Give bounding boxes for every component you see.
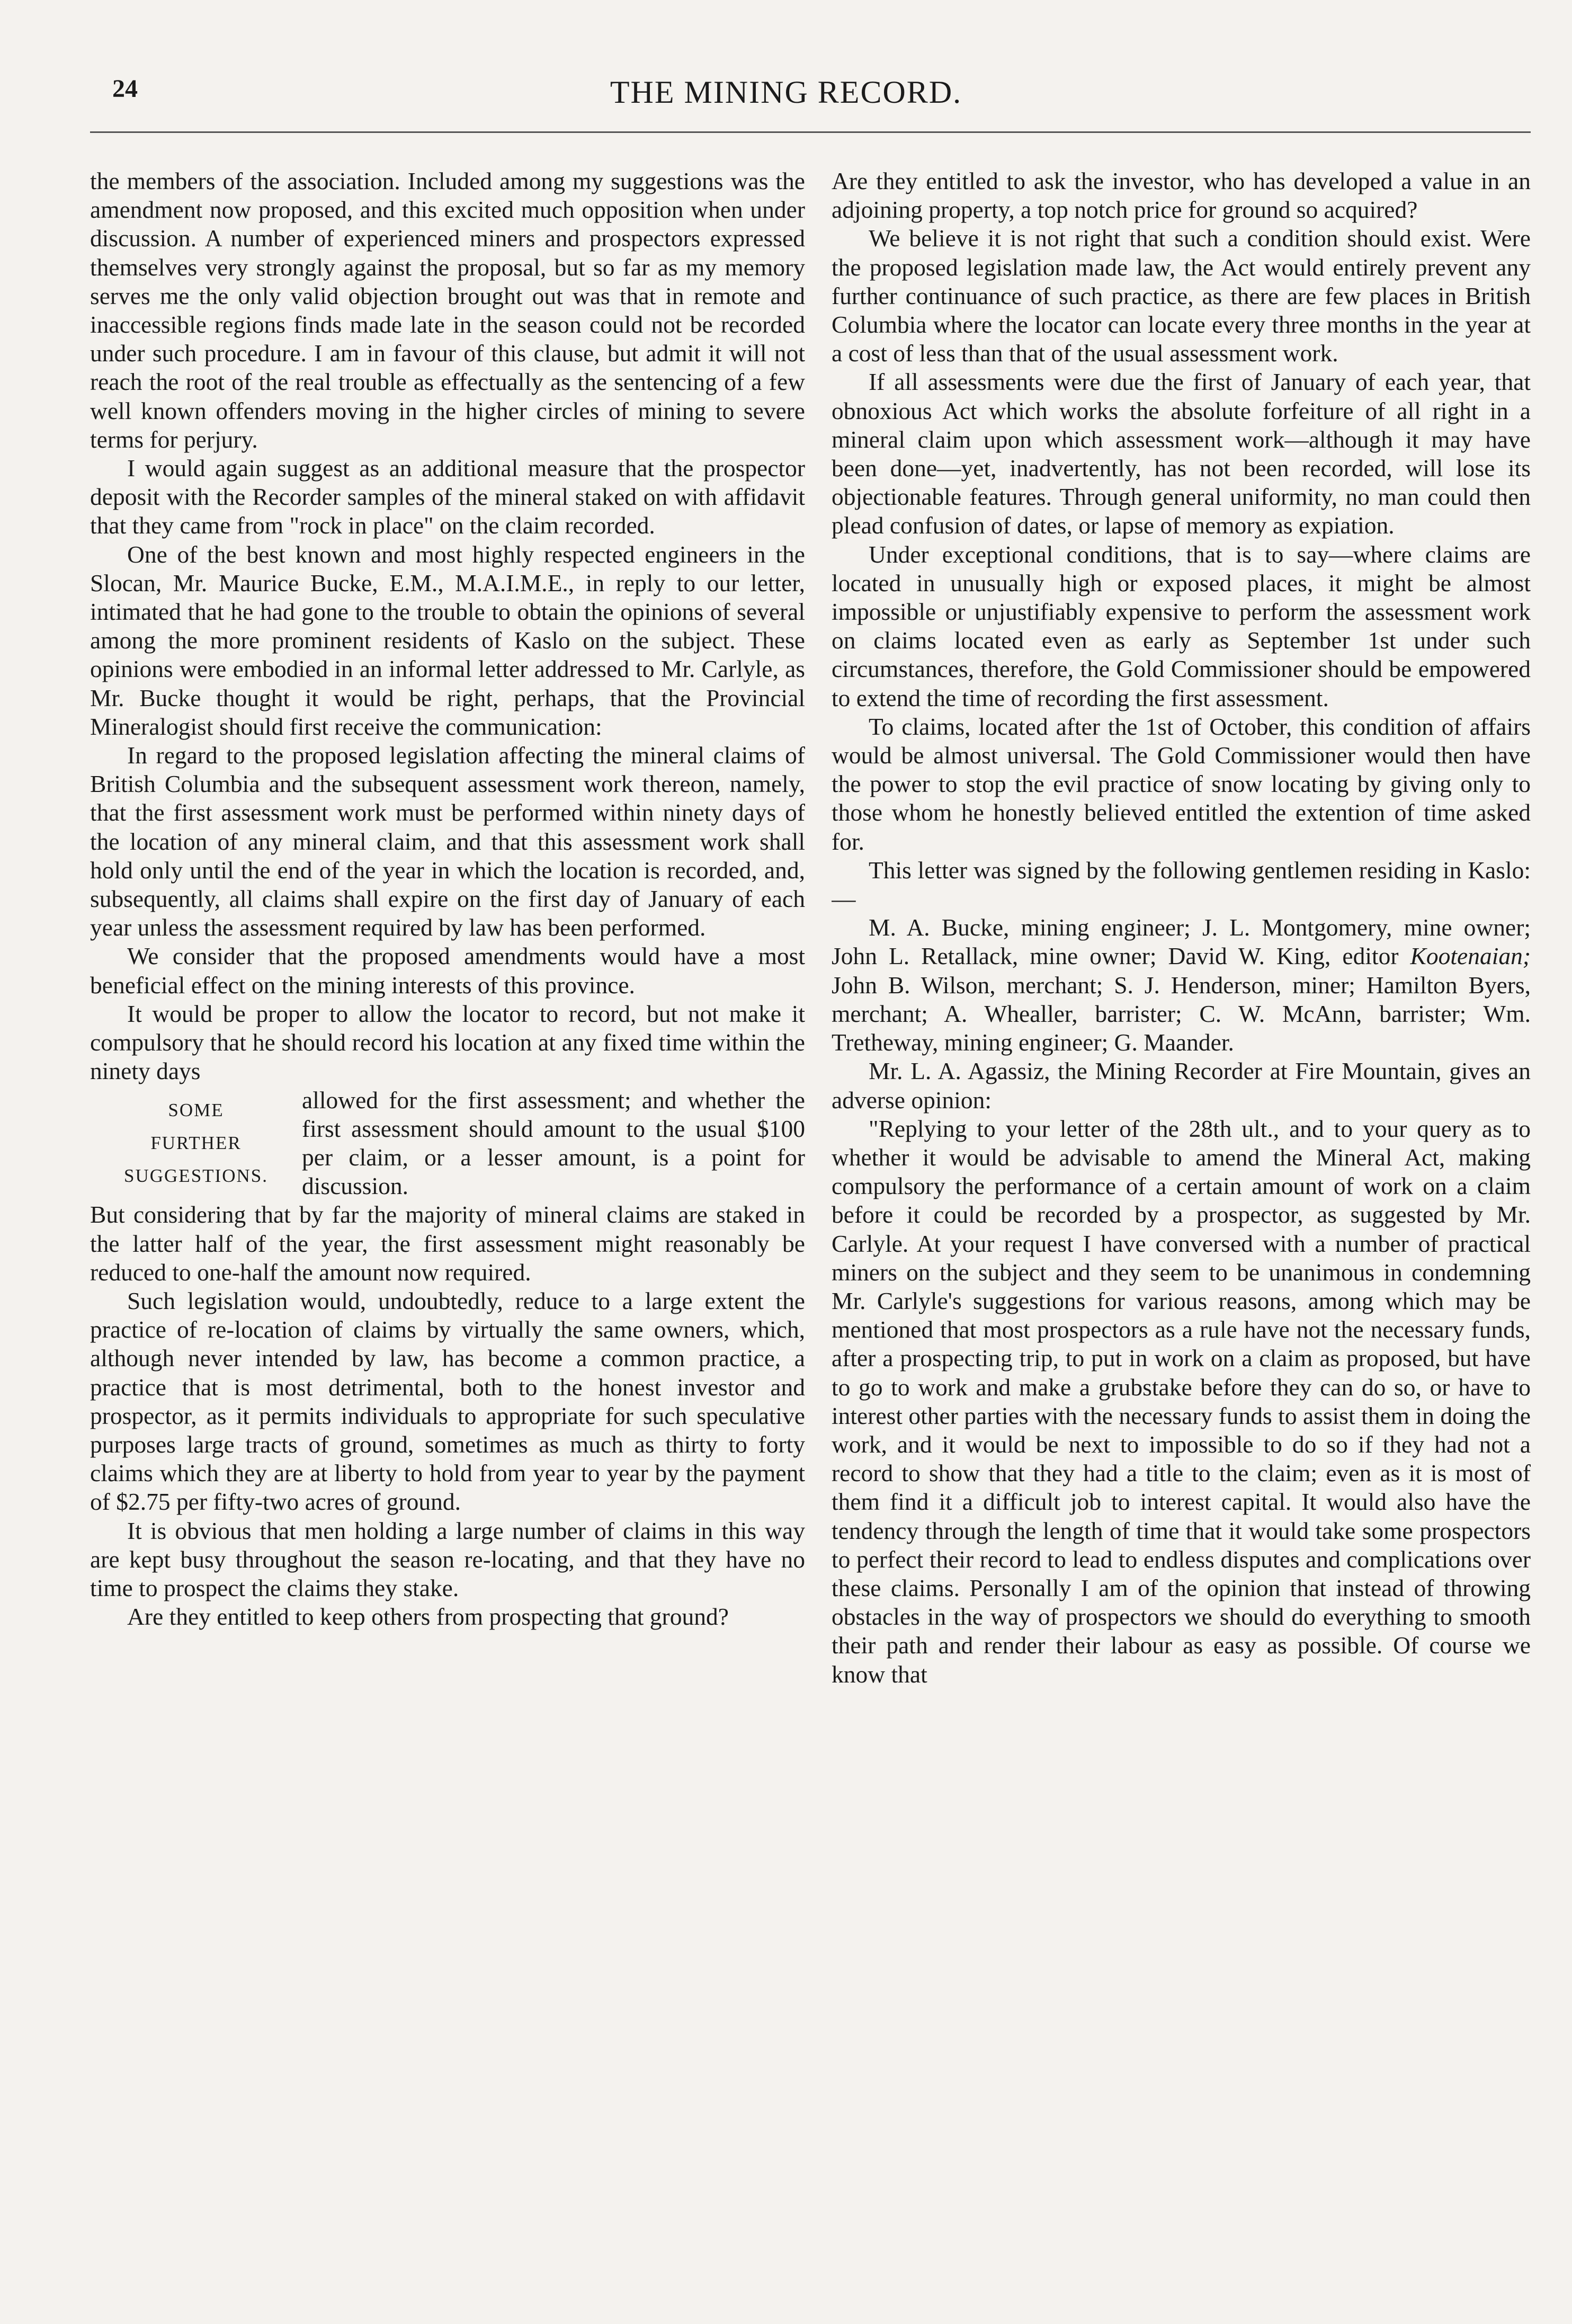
- header-rule: [90, 131, 1531, 133]
- signers-paragraph: [832, 913, 1531, 1057]
- sidenote: [90, 1094, 302, 1192]
- sidenote-line: FURTHER: [150, 1132, 242, 1153]
- paragraph: To claims, located after the 1st of October, this condition of affairs would be almost universal. The Gold Commissioner would then have the power to stop the evil practice of snow locating by giving only to those whom he honestly believed entitled the extention of time asked for.: [832, 713, 1531, 855]
- paragraph: We believe it is not right that such a condition should exist. Were the proposed legislation made law, the Act would entirely prevent any further continuance of such practice, as there are few places in British Columbia where the locator can locate every three months in the year at a cost of less than that of the usual assessment work.: [832, 225, 1531, 367]
- paragraph: I would again suggest as an additional measure that the prospector deposit with the Recorder samples of the mineral staked on with affidavit that they came from "rock in place" on the claim recorded.: [90, 455, 805, 539]
- sidenote-line: SUGGESTIONS.: [124, 1165, 268, 1186]
- paragraph: It is obvious that men holding a large number of claims in this way are kept busy throughout the season re-locating, and that they have no time to prospect the claims they stake.: [90, 1517, 805, 1601]
- paragraph: the members of the association. Included among my suggestions was the amendment now proposed, and this excited much opposition when under discussion. A number of experienced miners and prospectors expressed themselves very strongly against the proposal, but so far as my memory serves me the only valid objection brought out was that in remote and inaccessible regions finds made late in the season could not be recorded under such procedure. I am in favour of this clause, but admit it will not reach the root of the real trouble as effectually as the sentencing of a few well known offenders moving in the higher circles of mining to severe terms for perjury.: [90, 167, 805, 453]
- paragraph: If all assessments were due the first of January of each year, that obnoxious Act which works the absolute forfeiture of all right in a mineral claim upon which assessment work—although it may have been done—yet, inadvertently, has not been recorded, will lose its objectionable features. Through general uniformity, no man could then plead confusion of dates, or lapse of memory as expiation.: [832, 368, 1531, 539]
- paragraph: Are they entitled to ask the investor, who has developed a value in an adjoining property, a top notch price for ground so acquired?: [832, 167, 1531, 224]
- paragraph: But considering that by far the majority of mineral claims are staked in the latter half of the year, the first assessment might reasonably be reduced to one-half the amount now required.: [90, 1201, 805, 1286]
- paragraph: Such legislation would, undoubtedly, reduce to a large extent the practice of re-location of claims by virtually the same owners, which, although never intended by law, has become a common practice, a practice that is most detrimental, both to the honest investor and prospector, as it permits individuals to appropriate for such speculative purposes large tracts of ground, sometimes as much as thirty to forty claims which they are at liberty to hold from year to year by the payment of $2.75 per fifty-two acres of ground.: [90, 1287, 805, 1516]
- newspaper-name: Kootenaian;: [1410, 942, 1531, 970]
- signers-text: John B. Wilson, merchant; S. J. Henderson, miner; Hamilton Byers, merchant; A. Whealler, barrister; C. W. McAnn, barrister; Wm. Tretheway, mining engineer; G. Maander.: [832, 971, 1531, 1056]
- paragraph: Mr. L. A. Agassiz, the Mining Recorder at Fire Mountain, gives an adverse opinion:: [832, 1057, 1531, 1114]
- paragraph: One of the best known and most highly respected engineers in the Slocan, Mr. Maurice Bucke, E.M., M.A.I.M.E., in reply to our letter, intimated that he had gone to the trouble to obtain the opinions of several among the more prominent residents of Kaslo on the subject. These opinions were embodied in an informal letter addressed to Mr. Carlyle, as Mr. Bucke thought it would be right, perhaps, that the Provincial Mineralogist should first receive the communication:: [90, 540, 805, 740]
- running-head: THE MINING RECORD.: [610, 75, 962, 110]
- paragraph: In regard to the proposed legislation affecting the mineral claims of British Columbia and the subsequent assessment work thereon, namely, that the first assessment work must be performed within ninety days of the location of any mineral claim, and that this assessment work shall hold only until the end of the year in which the location is recorded, and, subsequently, all claims shall expire on the first day of January of each year unless the assessment required by law has been performed.: [90, 742, 805, 941]
- sidenote-block: [90, 1086, 805, 1201]
- paragraph: Under exceptional conditions, that is to say—where claims are located in unusually high or exposed places, it might be almost impossible or unjustifiably expensive to perform the assessment work on claims located even as early as September 1st under such circumstances, therefore, the Gold Commissioner should be empowered to extend the time of recording the first assessment.: [832, 540, 1531, 711]
- sidenote-line: SOME: [168, 1099, 224, 1120]
- paragraph: This letter was signed by the following gentlemen residing in Kaslo:—: [832, 856, 1531, 913]
- page-number: 24: [112, 75, 138, 103]
- paragraph: It would be proper to allow the locator to record, but not make it compulsory that he should record his location at any fixed time within the ninety days: [90, 1000, 805, 1085]
- paragraph: We consider that the proposed amendments would have a most beneficial effect on the mining interests of this province.: [90, 942, 805, 999]
- left-column: [90, 167, 805, 2286]
- paragraph: allowed for the first assessment; and whether the first assessment should amount to the usual $100 per claim, or a lesser amount, is a point for discussion.: [302, 1086, 805, 1200]
- signers-text: M. A. Bucke, mining engineer; J. L. Montgomery, mine owner; John L. Retallack, mine owner; David W. King, editor: [832, 914, 1531, 970]
- paragraph: Are they entitled to keep others from prospecting that ground?: [127, 1603, 729, 1631]
- right-column: [832, 167, 1531, 2286]
- paragraph: "Replying to your letter of the 28th ult., and to your query as to whether it would be advisable to amend the Mineral Act, making compulsory the performance of a certain amount of work on a claim before it could be recorded by a prospector, as suggested by Mr. Carlyle. At your request I have conversed with a number of practical miners on the subject and they seem to be unanimous in condemning Mr. Carlyle's suggestions for various reasons, among which may be mentioned that most prospectors as a rule have not the necessary funds, after a prospecting trip, to put in work on a claim as proposed, but have to go to work and make a grubstake before they can do so, or have to interest other parties with the necessary funds to assist them in doing the work, and it would be next to impossible to do so if they had not a record to show that they had a title to the claim; even as it is most of them find it a difficult job to interest capital. It would also have the tendency through the length of time that it would take some prospectors to perfect their record to lead to endless disputes and complications over these claims. Personally I am of the opinion that instead of throwing obstacles in the way of prospectors we should do everything to smooth their path and render their labour as easy as possible. Of course we know that: [832, 1115, 1531, 1688]
